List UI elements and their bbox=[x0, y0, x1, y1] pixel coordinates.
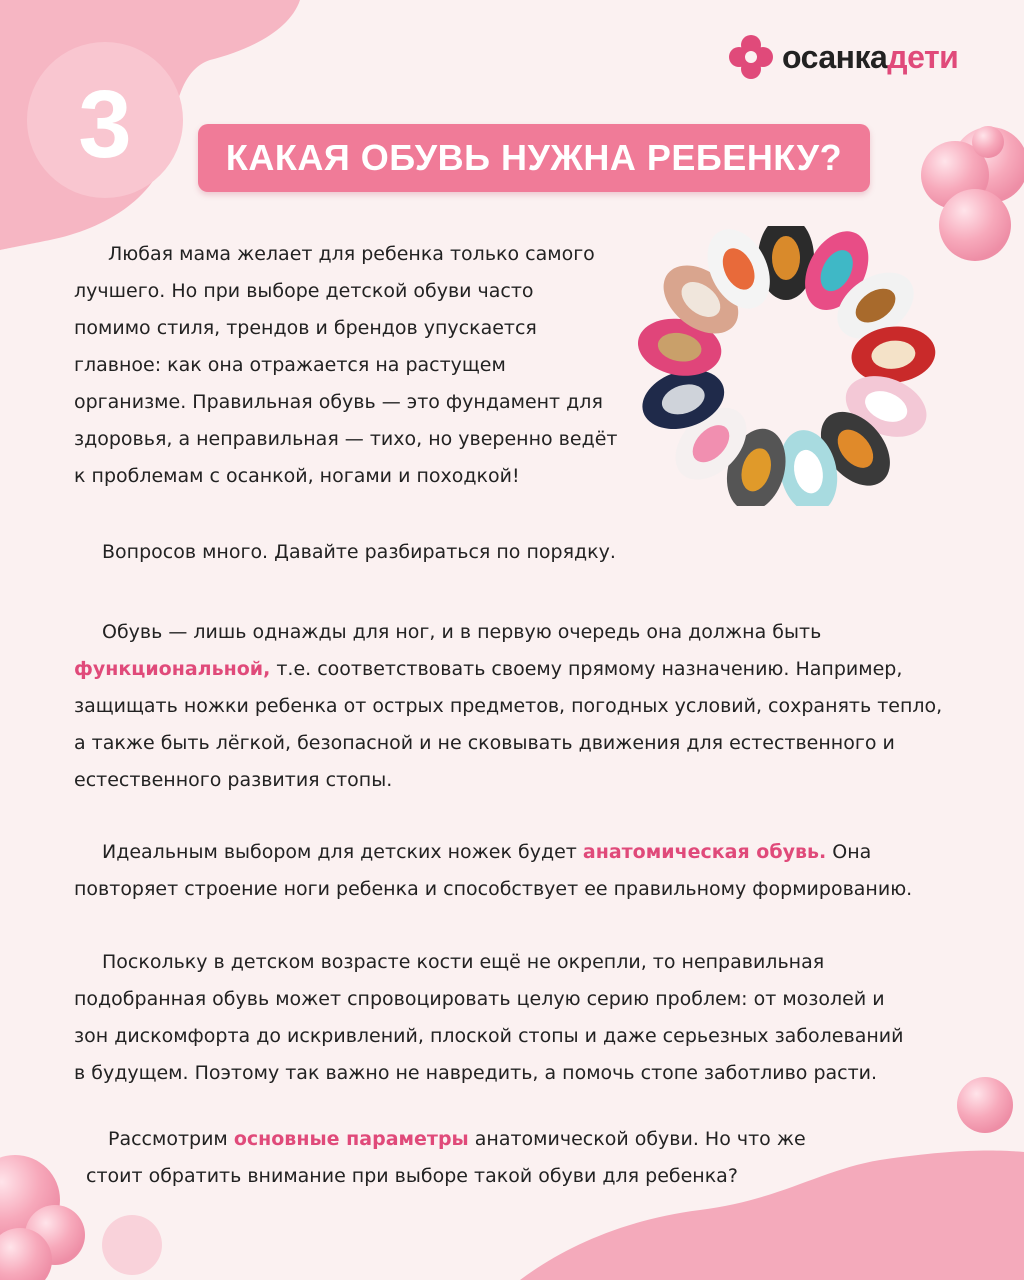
paragraph-anatomical: Идеальным выбором для детских ножек будет анатомическая обувь. Она повторяет строение ноги ребенка и способствует ее правильному формированию. bbox=[74, 841, 913, 900]
paragraph-parameters: Рассмотрим основные параметры анатомической обуви. Но что же стоит обратить внимание при выборе такой обуви для ребенка? bbox=[86, 1128, 806, 1187]
highlight-parameters: основные параметры bbox=[233, 1128, 469, 1150]
children-shoes-image bbox=[626, 226, 946, 506]
title-banner bbox=[198, 124, 870, 192]
logo-text: осанкадети bbox=[782, 38, 959, 75]
paragraph-problems: Поскольку в детском возрасте кости ещё не окрепли, то неправильная подобранная обувь может спровоцировать целую серию проблем: от мозолей и зон дискомфорта до искривлений, плоской стопы и даже серьезных заболеваний в будущем. Поэтому так важно не навредить, а помочь стопе заботливо расти. bbox=[74, 951, 904, 1084]
page-title: КАКАЯ ОБУВЬ НУЖНА РЕБЕНКУ? bbox=[225, 137, 843, 178]
intro-paragraph: Любая мама желает для ребенка только самого лучшего. Но при выборе детской обуви часто помимо стиля, трендов и брендов упускается главное: как она отражается на растущем организме. Правильная обувь — это фундамент для здоровья, а неправильная — тихо, но уверенно ведёт к проблемам с осанкой, ногами и походкой! bbox=[74, 243, 618, 487]
cross-flower-icon bbox=[728, 34, 774, 80]
page-number: 3 bbox=[78, 71, 132, 178]
questions-line: Вопросов много. Давайте разбираться по порядку. bbox=[102, 541, 616, 563]
highlight-anatomical: анатомическая обувь. bbox=[582, 841, 827, 863]
highlight-functional: функциональной, bbox=[74, 658, 271, 680]
brand-logo[interactable] bbox=[728, 34, 958, 80]
paragraph-functional: Обувь — лишь однажды для ног, и в первую очередь она должна быть функциональной, т.е. соответствовать своему прямому назначению. Например, защищать ножки ребенка от острых предметов, погодных условий, сохранять тепло, а также быть лёгкой, безопасной и не сковывать движения для естественного и естественного развития стопы. bbox=[74, 621, 943, 791]
